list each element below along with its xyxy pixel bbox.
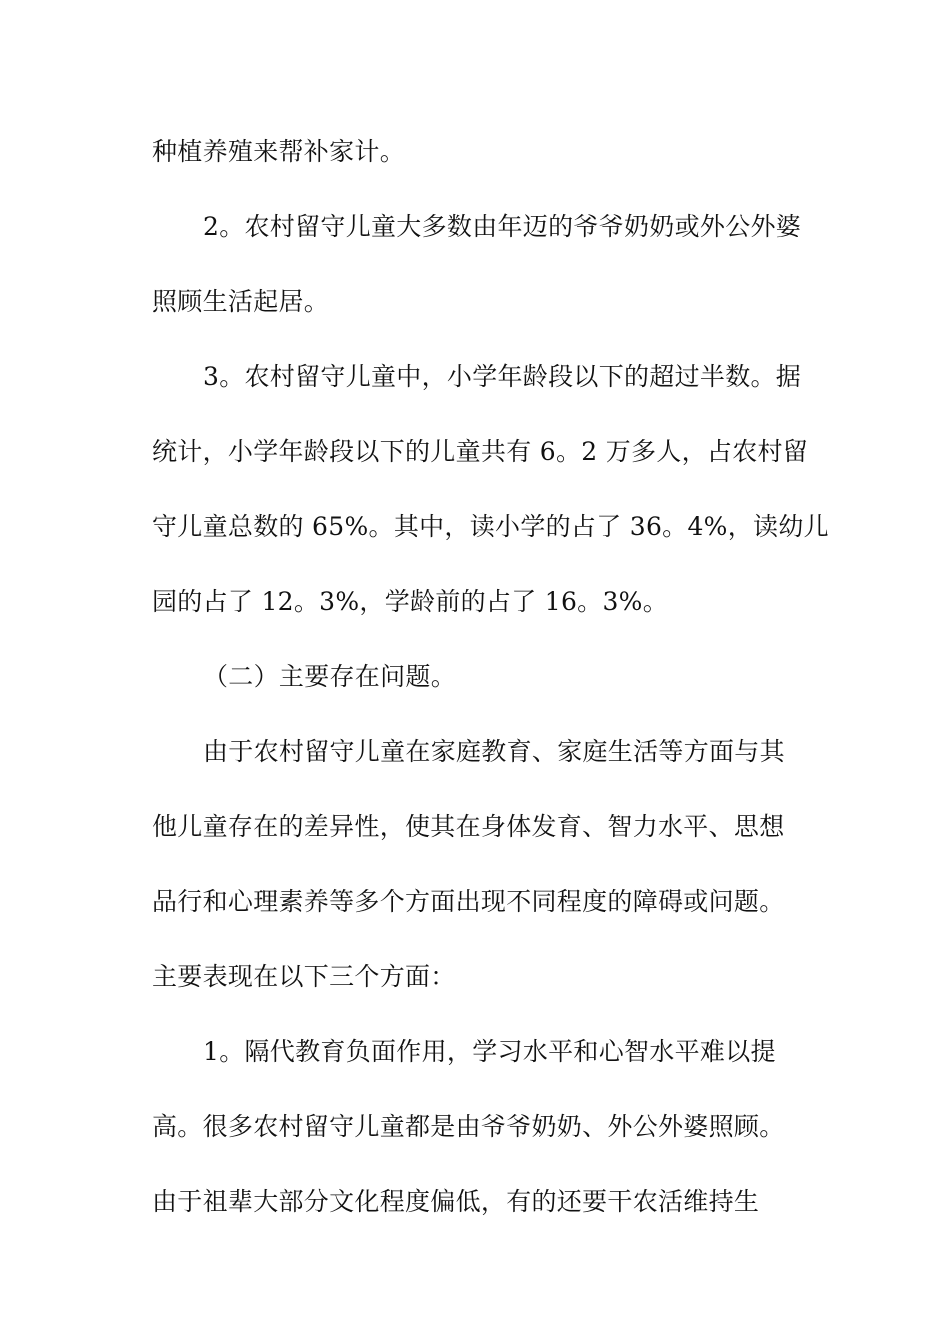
text-line: 由于祖辈大部分文化程度偏低，有的还要干农活维持生 bbox=[152, 1187, 760, 1216]
section-heading: （二）主要存在问题。 bbox=[203, 662, 457, 691]
text-line: 品行和心理素养等多个方面出现不同程度的障碍或问题。 bbox=[152, 887, 785, 916]
text-line: 主要表现在以下三个方面： bbox=[152, 962, 456, 991]
text-line: 他儿童存在的差异性，使其在身体发育、智力水平、思想 bbox=[152, 812, 785, 841]
text-line: 统计，小学年龄段以下的儿童共有 6。2 万多人，占农村留 bbox=[152, 437, 809, 466]
text-line: 种植养殖来帮补家计。 bbox=[152, 137, 406, 166]
text-line: 2。农村留守儿童大多数由年迈的爷爷奶奶或外公外婆 bbox=[203, 212, 802, 241]
text-line: 高。很多农村留守儿童都是由爷爷奶奶、外公外婆照顾。 bbox=[152, 1112, 785, 1141]
text-line: 园的占了 12。3%，学龄前的占了 16。3%。 bbox=[152, 587, 669, 616]
text-line: 1。隔代教育负面作用，学习水平和心智水平难以提 bbox=[203, 1037, 776, 1066]
text-line: 守儿童总数的 65%。其中，读小学的占了 36。4%，读幼儿 bbox=[152, 512, 829, 541]
text-line: 照顾生活起居。 bbox=[152, 287, 330, 316]
text-line: 由于农村留守儿童在家庭教育、家庭生活等方面与其 bbox=[203, 737, 785, 766]
text-line: 3。农村留守儿童中，小学年龄段以下的超过半数。据 bbox=[203, 362, 802, 391]
